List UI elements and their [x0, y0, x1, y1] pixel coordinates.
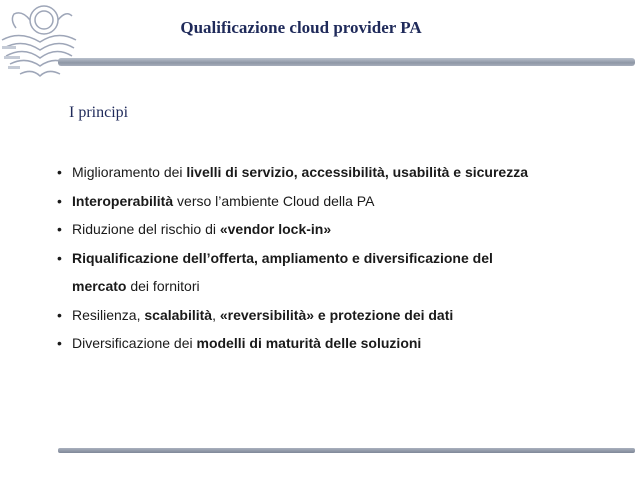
bullet-text: Diversificazione dei: [72, 335, 197, 351]
bullet-text: Miglioramento dei: [72, 164, 187, 180]
bullet-text-bold: modelli di maturità delle soluzioni: [196, 335, 422, 351]
bullet-item: [57, 215, 627, 244]
bullet-text-bold: livelli di servizio, accessibilità, usabilità e sicurezza: [186, 164, 528, 180]
bullet-text: Riduzione del rischio di: [72, 221, 220, 237]
bullet-dot: •: [57, 335, 62, 351]
winged-lion-logo: [0, 0, 78, 86]
bullet-text-bold: Riqualificazione dell’offerta, ampliamento e diversificazione del: [72, 249, 493, 266]
bullet-dot: •: [57, 249, 62, 266]
bullet-dot: •: [57, 192, 62, 209]
bullet-item: [57, 272, 627, 301]
bullet-text-bold: «vendor lock-in»: [219, 221, 332, 237]
bullet-text: verso l’ambiente Cloud della PA: [173, 192, 375, 209]
bullet-text-bold: mercato: [72, 278, 127, 294]
bullet-text: Resilienza,: [72, 306, 145, 323]
bullet-dot: •: [57, 306, 62, 323]
bullet-item: [57, 329, 627, 358]
bullet-item: [57, 301, 627, 330]
slide-title: Qualificazione cloud provider PA: [180, 18, 422, 37]
bullet-text-bold: scalabilità: [144, 306, 213, 323]
bullet-text-bold: Interoperabilità: [72, 192, 174, 209]
bullet-text-bold: «reversibilità» e protezione dei dati: [219, 306, 454, 323]
bullet-text: ,: [212, 306, 220, 323]
top-divider: [58, 58, 635, 66]
bullet-text: dei fornitori: [126, 278, 200, 294]
bottom-divider: [58, 448, 635, 453]
bullet-list: [57, 158, 627, 358]
section-heading: I principi: [69, 104, 129, 121]
bullet-item: [57, 158, 627, 187]
bullet-dot: •: [57, 221, 62, 237]
bullet-item: [57, 244, 627, 273]
bullet-item: [57, 187, 627, 216]
bullet-dot: •: [57, 164, 62, 180]
